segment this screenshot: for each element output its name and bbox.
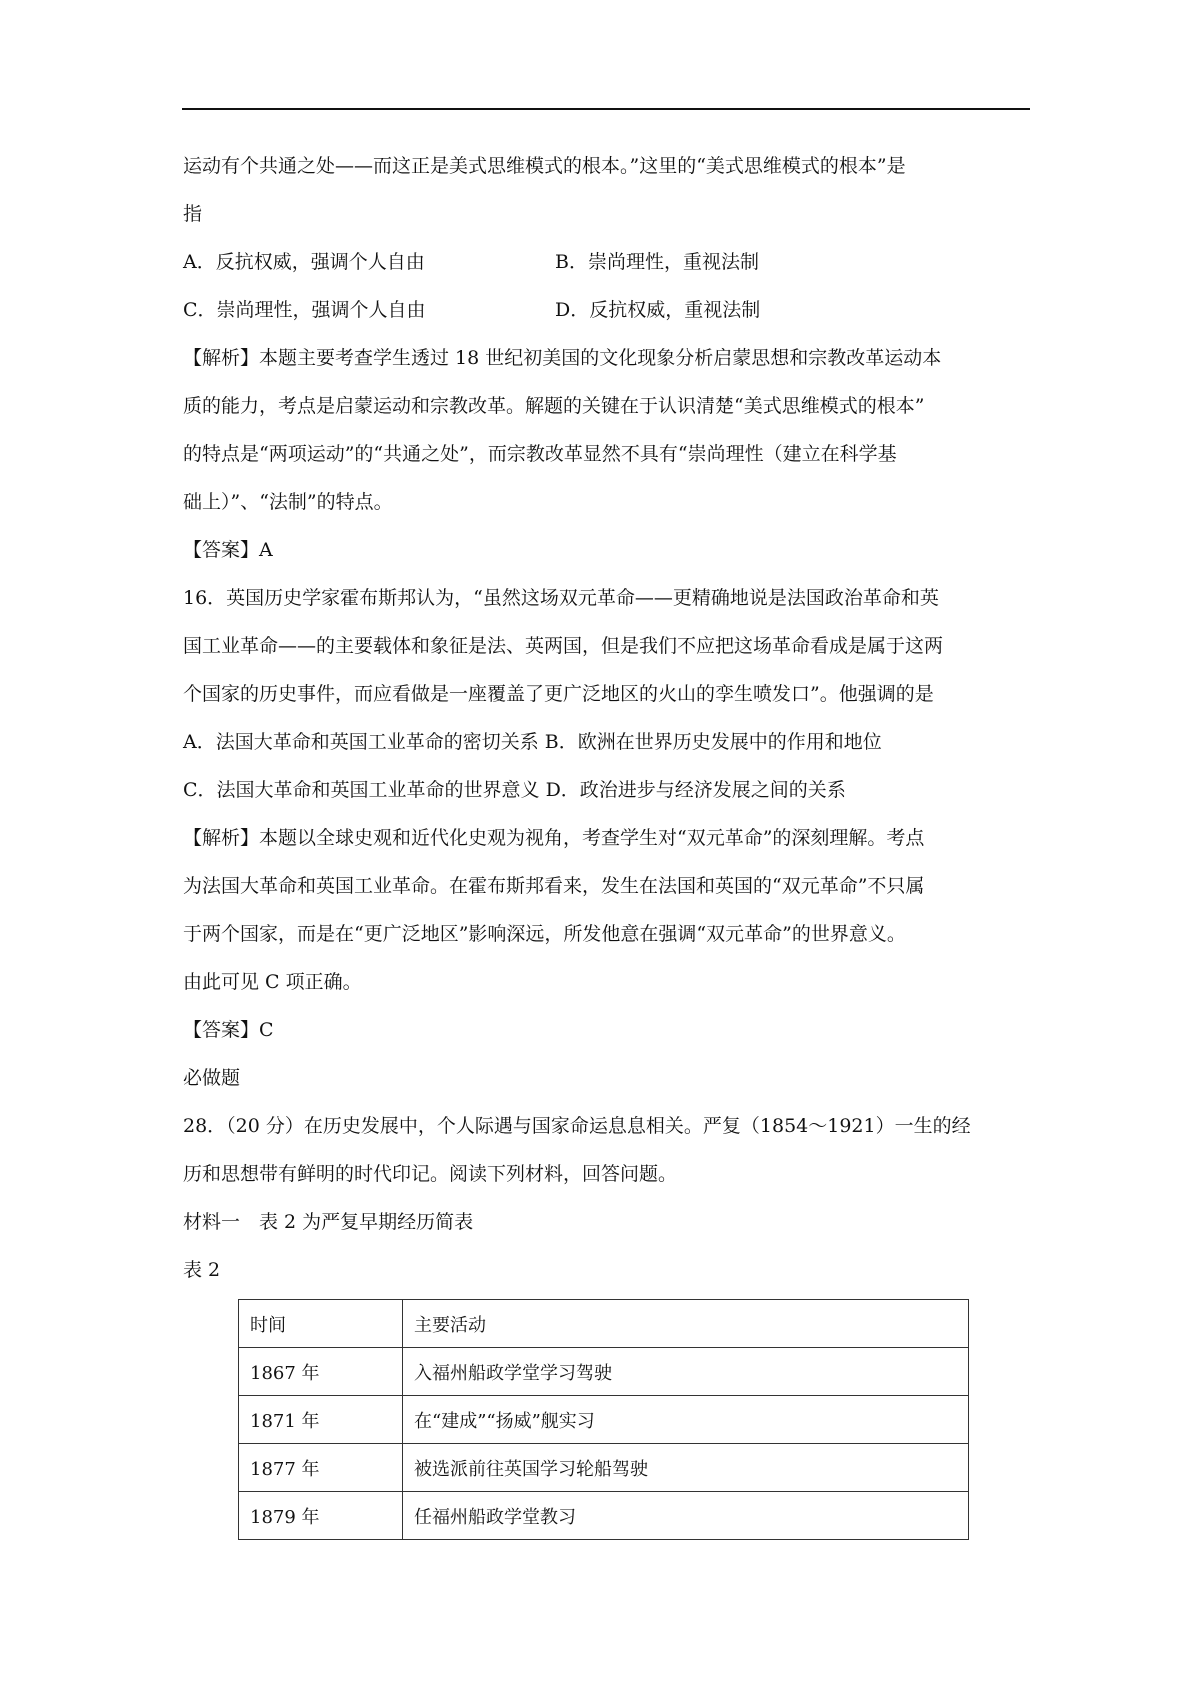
q15-option-d: D．反抗权威，重视法制 (555, 299, 761, 321)
table-cell-year: 1871 年 (239, 1396, 403, 1444)
section-title: 必做题 (183, 1067, 241, 1089)
q16-analysis-line: 于两个国家，而是在“更广泛地区”影响深远，所发他意在强调“双元革命”的世界意义。 (183, 923, 906, 945)
table-label: 表 2 (183, 1259, 221, 1281)
table-cell-activity: 任福州船政学堂教习 (403, 1492, 969, 1540)
q16-answer: 【答案】C (183, 1019, 274, 1041)
q15-option-b: B．崇尚理性，重视法制 (555, 251, 759, 273)
table-header-cell: 主要活动 (403, 1300, 969, 1348)
q15-stem-line: 指 (183, 203, 203, 225)
q16-options-ab: A．法国大革命和英国工业革命的密切关系 B．欧洲在世界历史发展中的作用和地位 (183, 731, 882, 753)
header-rule (182, 108, 1030, 110)
table-cell-activity: 入福州船政学堂学习驾驶 (403, 1348, 969, 1396)
table-row (239, 1492, 969, 1540)
q15-analysis-line: 【解析】本题主要考查学生透过 18 世纪初美国的文化现象分析启蒙思想和宗教改革运动本 (183, 347, 942, 369)
q15-answer: 【答案】A (183, 539, 273, 561)
q15-stem-line: 运动有个共通之处——而这正是美式思维模式的根本。”这里的“美式思维模式的根本”是 (183, 155, 906, 177)
q28-stem-line: 28．（20 分）在历史发展中，个人际遇与国家命运息息相关。严复（1854～1921）一生的经 (183, 1115, 971, 1137)
document-body (183, 151, 1033, 1540)
q15-option-a: A．反抗权威，强调个人自由 (183, 251, 425, 273)
q15-analysis-line: 础上）”、“法制”的特点。 (183, 491, 393, 513)
q16-stem-line: 国工业革命——的主要载体和象征是法、英两国，但是我们不应把这场革命看成是属于这两 (183, 635, 944, 657)
q28-stem-line: 历和思想带有鲜明的时代印记。阅读下列材料，回答问题。 (183, 1163, 678, 1185)
table-row (239, 1444, 969, 1492)
q15-option-c: C．崇尚理性，强调个人自由 (183, 299, 426, 321)
q16-analysis-line: 为法国大革命和英国工业革命。在霍布斯邦看来，发生在法国和英国的“双元革命”不只属 (183, 875, 925, 897)
q28-material-1: 材料一 表 2 为严复早期经历简表 (183, 1211, 474, 1233)
table-row (239, 1396, 969, 1444)
table-header-cell: 时间 (239, 1300, 403, 1348)
table-cell-activity: 被选派前往英国学习轮船驾驶 (403, 1444, 969, 1492)
table-cell-year: 1877 年 (239, 1444, 403, 1492)
q16-analysis-line: 由此可见 C 项正确。 (183, 971, 362, 993)
experience-table (238, 1299, 969, 1540)
table-row (239, 1348, 969, 1396)
table-header-row (239, 1300, 969, 1348)
table-cell-activity: 在“建成”“扬威”舰实习 (403, 1396, 969, 1444)
q15-options-row (183, 295, 1033, 343)
q16-stem-line: 16．英国历史学家霍布斯邦认为，“虽然这场双元革命——更精确地说是法国政治革命和英 (183, 587, 939, 609)
q15-analysis-line: 质的能力，考点是启蒙运动和宗教改革。解题的关键在于认识清楚“美式思维模式的根本” (183, 395, 925, 417)
q16-analysis-line: 【解析】本题以全球史观和近代化史观为视角，考查学生对“双元革命”的深刻理解。考点 (183, 827, 925, 849)
table-cell-year: 1879 年 (239, 1492, 403, 1540)
q15-analysis-line: 的特点是“两项运动”的“共通之处”，而宗教改革显然不具有“崇尚理性（建立在科学基 (183, 443, 897, 465)
q15-options-row (183, 247, 1033, 295)
q16-options-cd: C．法国大革命和英国工业革命的世界意义 D．政治进步与经济发展之间的关系 (183, 779, 846, 801)
table-cell-year: 1867 年 (239, 1348, 403, 1396)
q16-stem-line: 个国家的历史事件，而应看做是一座覆盖了更广泛地区的火山的孪生喷发口”。他强调的是 (183, 683, 934, 705)
